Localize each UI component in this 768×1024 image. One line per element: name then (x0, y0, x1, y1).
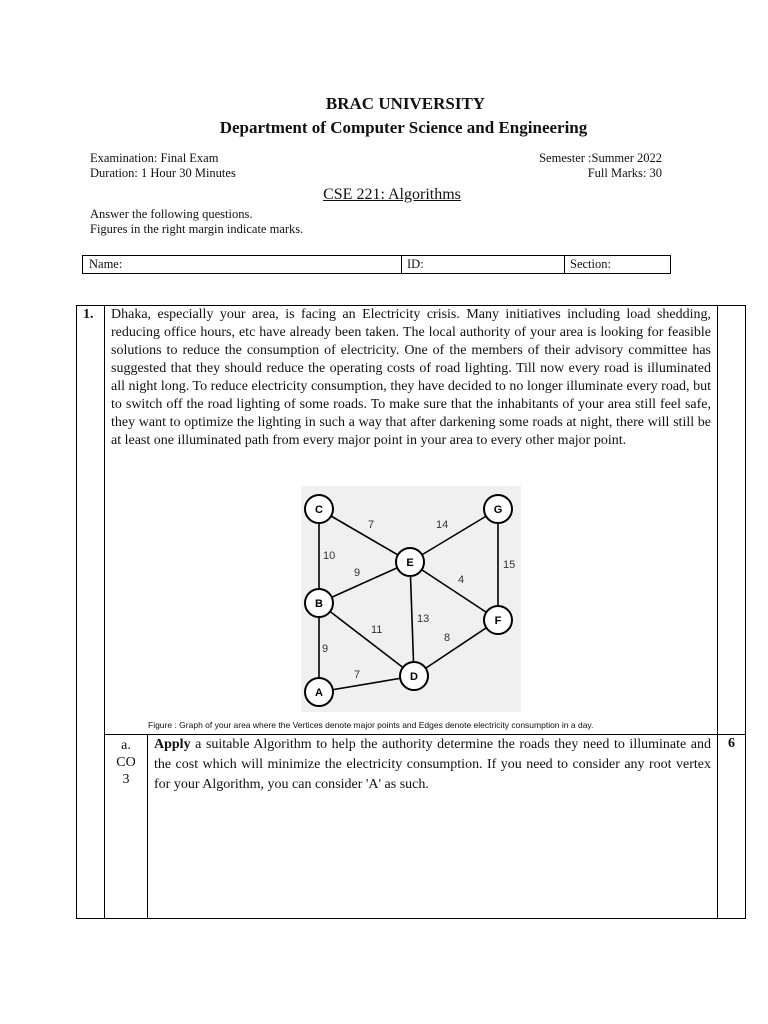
university-title: BRAC UNIVERSITY (325, 94, 486, 113)
instruction-marks: Figures in the right margin indicate marks. (90, 222, 304, 236)
exam-type: Examination: Final Exam (90, 151, 219, 165)
part-a-marks: 6 (728, 736, 735, 751)
course-outcome-number: 3 (122, 772, 130, 787)
question-text: Dhaka, especially your area, is facing an Electricity crisis. Many initiatives including load shedding, reducing office hours, etc have already been taken. The local authority of your area is looking for feasible solutions to reduce the consumption of electricity. One of the members of their advisory committee has suggested that they should reduce the operating costs of road lighting. Till now every road is illuminated all night long. To reduce electricity consumption, they have decided to no longer illuminate every road, but to switch off the road lighting of some roads. To make sure that the inhabitants of your area still feel safe, they want to optimize the lighting in such a way that after darkening some roads at night, there will still be at least one illuminated path from every major point in your area to every other major point. (111, 307, 711, 448)
node-label-e: E (406, 557, 414, 569)
part-a-text (154, 735, 711, 795)
node-label-g: G (493, 504, 503, 516)
department-title: Department of Computer Science and Engineering (219, 118, 588, 137)
column-divider (717, 305, 718, 919)
node-label-f: F (494, 615, 502, 627)
name-field-label: Name: (89, 257, 123, 271)
weight-c-e: 7 (368, 519, 375, 531)
full-marks: Full Marks: 30 (587, 166, 662, 180)
id-field-label: ID: (407, 257, 424, 271)
weight-b-e: 9 (354, 567, 361, 579)
exam-duration: Duration: 1 Hour 30 Minutes (90, 166, 236, 180)
table-border-left (76, 305, 77, 919)
divider (564, 256, 565, 273)
column-divider (104, 305, 105, 919)
column-divider (147, 734, 148, 919)
student-info-box (82, 255, 671, 274)
weight-e-f: 4 (458, 574, 465, 586)
weight-b-a: 9 (322, 643, 329, 655)
weight-g-f: 15 (503, 559, 516, 571)
graph-figure (301, 486, 521, 712)
divider (401, 256, 402, 273)
node-label-a: A (315, 687, 323, 699)
part-a-body: a suitable Algorithm to help the authority determine the roads they need to illuminate and the cost which will minimize the electricity consumption. If you need to consider any root vertex for your Algorithm, you can consider 'A' as such. (154, 737, 711, 792)
weight-b-d: 11 (371, 624, 383, 636)
figure-caption: Figure : Graph of your area where the Vertices denote major points and Edges denote electricity consumption in a day. (148, 720, 594, 730)
weight-a-d: 7 (354, 669, 361, 681)
node-label-d: D (410, 671, 418, 683)
section-field-label: Section: (570, 257, 611, 271)
table-border-right (745, 305, 746, 919)
course-title: CSE 221: Algorithms (323, 186, 461, 203)
weight-e-g: 14 (436, 519, 449, 531)
weight-e-d: 13 (417, 613, 430, 625)
instruction-answer: Answer the following questions. (90, 207, 253, 221)
question-number: 1. (83, 307, 94, 322)
table-border-bottom (76, 918, 746, 919)
part-label-cell (105, 737, 147, 788)
course-outcome-label: CO (116, 755, 136, 770)
weight-f-d: 8 (444, 632, 451, 644)
part-label: a. (121, 738, 131, 753)
node-label-c: C (315, 504, 323, 516)
weight-c-b: 10 (323, 550, 336, 562)
semester: Semester :Summer 2022 (539, 151, 662, 165)
node-label-b: B (315, 598, 323, 610)
part-a-lead-verb: Apply (154, 737, 191, 752)
